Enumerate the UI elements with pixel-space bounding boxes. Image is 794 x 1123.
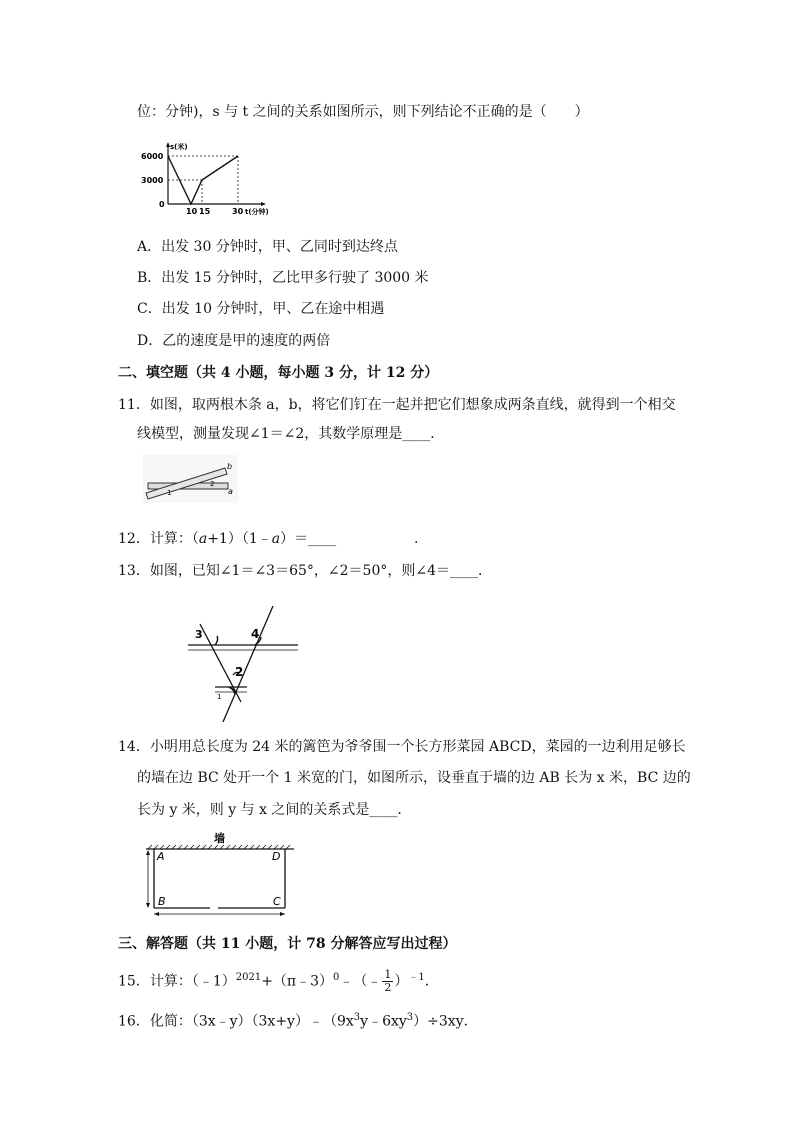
fraction-half: $\frac{1}{2}$	[384, 968, 392, 995]
vertex-a: A	[157, 850, 165, 863]
q14-line1: 14．小明用总长度为 24 米的篱笆为爷爷围一个长方形菜园 ABCD，菜园的一边利用足够长	[118, 739, 686, 755]
q12-text: 12．计算：（a+1）（1﹣a）＝____	[118, 531, 337, 547]
option-d: D．乙的速度是甲的速度的两倍	[137, 333, 331, 349]
graph-ylabel: s(米)	[170, 143, 188, 151]
q13-angles-figure	[185, 600, 303, 725]
section-2-heading: 二、填空题（共 4 小题，每小题 3 分，计 12 分）	[118, 365, 439, 381]
xtick: 30	[232, 207, 244, 216]
q15-text: 15．计算：（﹣1）$^{2021}$+（π﹣3）$^0$﹣（﹣ $\frac{1}{2}$ ）$^{﹣1}$．	[118, 968, 439, 995]
option-b: B．出发 15 分钟时，乙比甲多行驶了 3000 米	[137, 270, 429, 286]
q14-garden-figure	[140, 828, 300, 920]
vertex-d: D	[272, 850, 281, 863]
q11-line2: 线模型，测量发现∠1＝∠2，其数学原理是____．	[137, 426, 445, 442]
label-2: 2	[210, 480, 215, 488]
label-2: 2	[235, 665, 244, 679]
q13-text: 13．如图，已知∠1＝∠3＝65°，∠2＝50°，则∠4＝____．	[118, 563, 492, 579]
label-4: 4	[251, 627, 260, 641]
ytick: 3000	[141, 176, 164, 185]
ytick: 6000	[141, 152, 164, 161]
graph-xlabel: t(分钟)	[245, 208, 269, 216]
q11-sticks-figure	[143, 455, 238, 503]
label-a: a	[228, 487, 233, 496]
option-a: A．出发 30 分钟时，甲、乙同时到达终点	[137, 239, 398, 255]
q12-period: .	[414, 531, 419, 547]
xtick: 15	[199, 207, 211, 216]
label-3: 3	[195, 628, 203, 641]
option-c: C．出发 10 分钟时，甲、乙在途中相遇	[137, 301, 385, 317]
section-3-heading: 三、解答题（共 11 小题，计 78 分解答应写出过程）	[118, 936, 457, 952]
label-1: 1	[217, 693, 222, 701]
q14-line3: 长为 y 米，则 y 与 x 之间的关系式是____．	[137, 802, 412, 818]
wall-label: 墙	[214, 832, 225, 845]
label-b: b	[227, 462, 233, 471]
q11-line1: 11．如图，取两根木条 a，b，将它们钉在一起并把它们想象成两条直线，就得到一个相交	[118, 397, 676, 413]
q10-distance-time-graph	[140, 140, 290, 220]
q16-text: 16．化简：$(3x﹣y)(3x+y)﹣(9x^3y﹣6xy^3)\div 3xy$．	[118, 1012, 478, 1030]
q14-line2: 的墙在边 BC 处开一个 1 米宽的门，如图所示，设垂直于墙的边 AB 长为 x 米，BC 边的	[137, 770, 691, 786]
vertex-c: C	[273, 895, 281, 908]
xtick: 10	[186, 207, 198, 216]
label-1: 1	[167, 489, 172, 497]
ytick: 0	[159, 200, 165, 209]
q10-stem: 位：分钟)，s 与 t 之间的关系如图所示，则下列结论不正确的是（ ）	[137, 104, 589, 120]
vertex-b: B	[158, 895, 166, 908]
